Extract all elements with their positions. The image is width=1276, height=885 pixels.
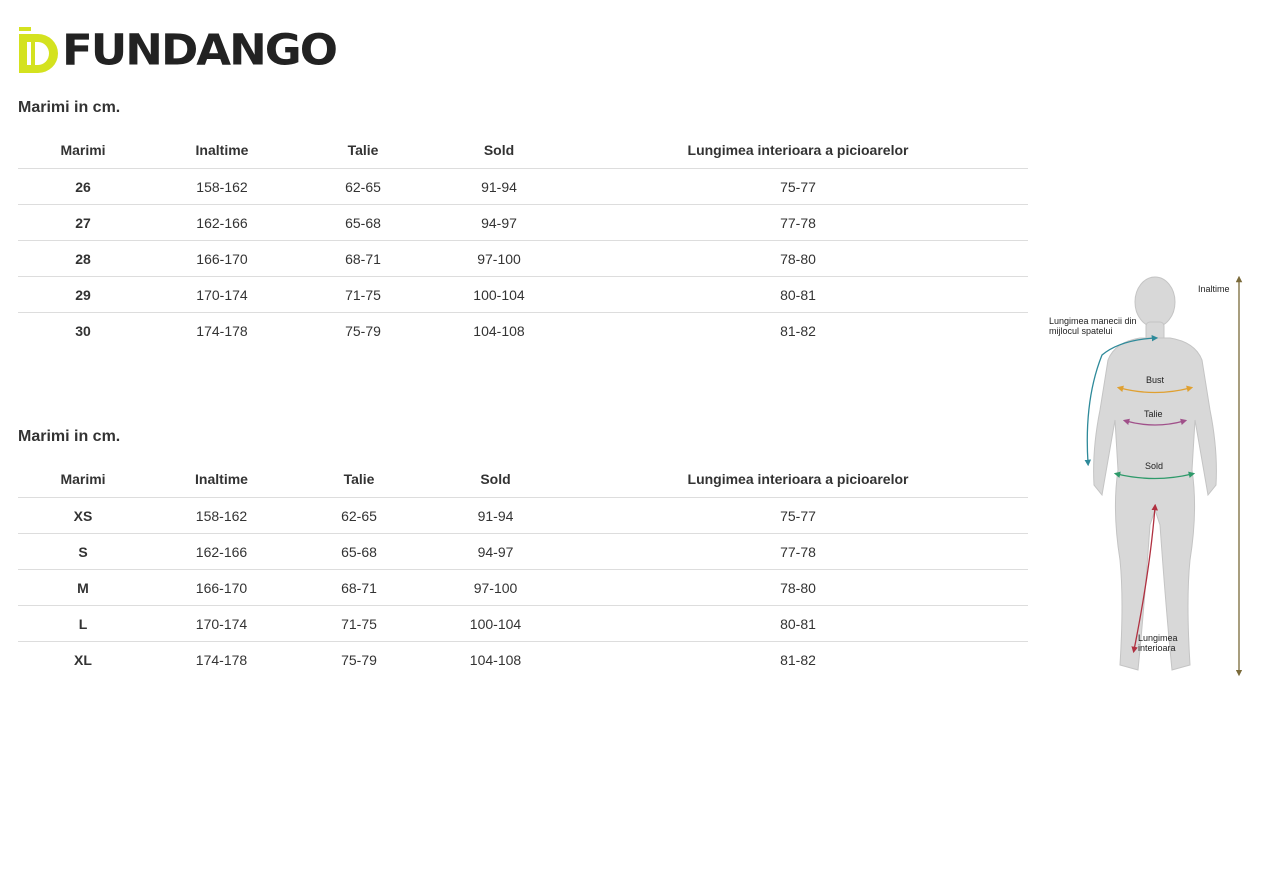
cell-talie: 68-71: [295, 570, 423, 606]
table-row: [18, 313, 1028, 349]
size-table-letter: [18, 461, 1028, 677]
cell-talie: 75-79: [341, 651, 377, 668]
table-row: [18, 642, 1028, 678]
header-sold: Sold: [423, 461, 568, 498]
cell-lungime: 80-81: [568, 606, 1028, 642]
cell-lungime: 77-78: [568, 534, 1028, 570]
cell-lungime: 78-80: [568, 570, 1028, 606]
table-row: [18, 205, 1028, 241]
header-talie: Talie: [295, 461, 423, 498]
header-lungime: Lungimea interioara a picioarelor: [568, 132, 1028, 169]
size-table-numeric: [18, 132, 1028, 348]
cell-inaltime: 174-178: [196, 322, 248, 339]
cell-sold: 97-100: [423, 570, 568, 606]
header-marimi: Marimi: [18, 461, 148, 498]
cell-talie: 71-75: [295, 606, 423, 642]
cell-sold: 100-104: [423, 606, 568, 642]
fundango-logo-mark-icon: [18, 27, 60, 73]
label-bust: Bust: [1146, 375, 1165, 385]
cell-talie: 65-68: [296, 205, 430, 241]
header-sold: Sold: [430, 132, 568, 169]
table-row: [18, 570, 1028, 606]
cell-sold: 94-97: [430, 205, 568, 241]
cell-inaltime: 158-162: [148, 169, 296, 205]
cell-inaltime: 162-166: [148, 534, 295, 570]
label-sleeve-line2: mijlocul spatelui: [1049, 326, 1113, 336]
cell-size: S: [18, 534, 148, 570]
label-hip: Sold: [1145, 461, 1164, 471]
cell-talie: 62-65: [296, 169, 430, 205]
cell-size: 29: [18, 277, 148, 313]
section-title-letter: Marimi in cm.: [18, 428, 121, 445]
measurement-figure: [1040, 270, 1270, 685]
cell-inaltime: 170-174: [148, 606, 295, 642]
cell-size: XS: [18, 498, 148, 534]
label-inseam-line1: Lungimea: [1138, 633, 1178, 643]
cell-sold: 104-108: [469, 651, 522, 668]
header-inaltime: Inaltime: [148, 461, 295, 498]
brand-name: FUNDANGO: [62, 24, 336, 75]
cell-inaltime: 166-170: [148, 241, 296, 277]
table-row: [18, 534, 1028, 570]
cell-size: 26: [18, 169, 148, 205]
cell-inaltime: 170-174: [148, 277, 296, 313]
cell-sold: 100-104: [430, 277, 568, 313]
cell-inaltime: 174-178: [195, 651, 248, 668]
label-waist: Talie: [1144, 409, 1163, 419]
cell-lungime: 81-82: [780, 322, 816, 339]
cell-sold: 94-97: [423, 534, 568, 570]
cell-talie: 75-79: [345, 322, 381, 339]
body-measurement-diagram: [1040, 270, 1270, 685]
table-row: [18, 241, 1028, 277]
table-row: [18, 277, 1028, 313]
header-inaltime: Inaltime: [148, 132, 296, 169]
cell-sold: 91-94: [423, 498, 568, 534]
cell-sold: 97-100: [430, 241, 568, 277]
cell-size: 30: [75, 322, 91, 339]
label-sleeve-line1: Lungimea manecii din: [1049, 316, 1137, 326]
cell-talie: 65-68: [295, 534, 423, 570]
cell-inaltime: 162-166: [148, 205, 296, 241]
label-height: Inaltime: [1198, 284, 1230, 294]
cell-size: 28: [18, 241, 148, 277]
cell-size: L: [18, 606, 148, 642]
cell-size: 27: [18, 205, 148, 241]
table-header-row: [18, 461, 1028, 498]
cell-talie: 62-65: [295, 498, 423, 534]
cell-inaltime: 166-170: [148, 570, 295, 606]
cell-lungime: 81-82: [780, 651, 816, 668]
cell-lungime: 78-80: [568, 241, 1028, 277]
cell-size: XL: [74, 651, 92, 668]
table-row: [18, 606, 1028, 642]
cell-lungime: 77-78: [568, 205, 1028, 241]
header-marimi: Marimi: [18, 132, 148, 169]
table-header-row: [18, 132, 1028, 169]
table-row: [18, 169, 1028, 205]
cell-size: M: [18, 570, 148, 606]
cell-lungime: 75-77: [568, 169, 1028, 205]
section-title-numeric: Marimi in cm.: [18, 99, 121, 116]
cell-talie: 68-71: [296, 241, 430, 277]
label-inseam-line2: interioara: [1138, 643, 1176, 653]
header-lungime: Lungimea interioara a picioarelor: [568, 461, 1028, 498]
table-row: [18, 498, 1028, 534]
cell-sold: 104-108: [473, 322, 525, 339]
cell-lungime: 75-77: [568, 498, 1028, 534]
cell-inaltime: 158-162: [148, 498, 295, 534]
cell-lungime: 80-81: [568, 277, 1028, 313]
fundango-logo[interactable]: [18, 24, 336, 75]
cell-sold: 91-94: [430, 169, 568, 205]
header-talie: Talie: [296, 132, 430, 169]
cell-talie: 71-75: [296, 277, 430, 313]
